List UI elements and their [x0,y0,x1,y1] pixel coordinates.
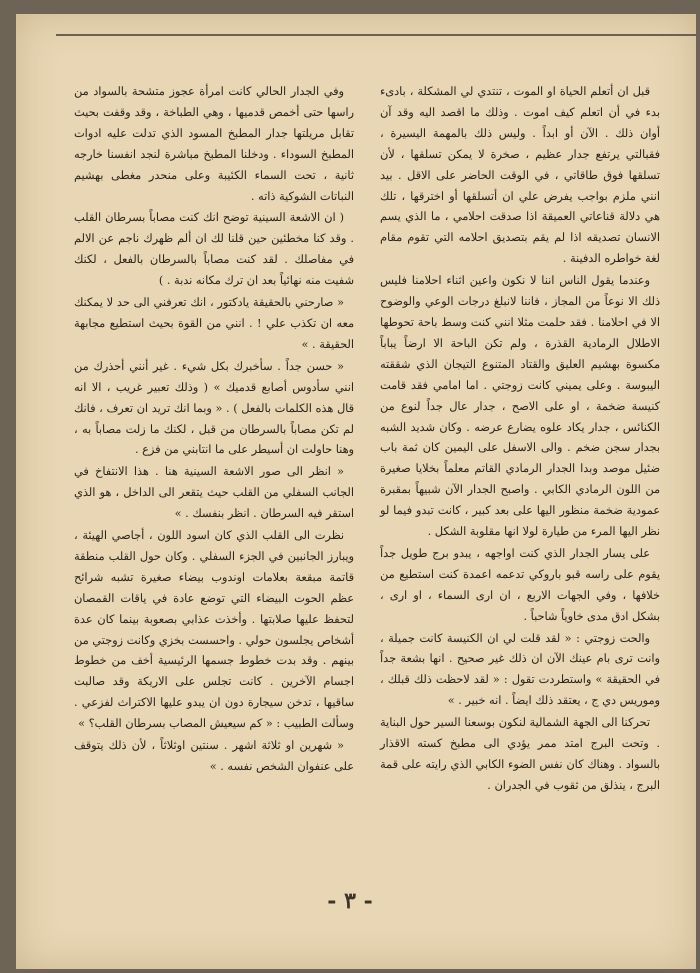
paragraph: قبل ان أتعلم الحياة او الموت ، تنتدي لي المشكلة ، بادىء بدء في أن اتعلم كيف اموت . وذلك ما اقصد اليه وقد آن أوان ذلك . الآن أو ابداً . وليس ذلك بالمهمة اليسيرة ، فقبالتي يرتفع جدار عظيم ، صخرة لا يمكن تسلقها ، لأن تسلقها فوق طاقاتي ، في الوقت الحاضر على الاقل . بيد انني ملزم بواجب يفرض علي ان أتسلقها أو اخترقها ، تلك هي دلالة قناعاتي العميقة اذا صدقت احلامي ، ما الذي يسم الانسان تصديقه اذا لم يقم بتصديق احلامه التي تقوم مقام لغة خواطره الدفينة . [380,85,660,266]
paragraph: « انظر الى صور الاشعة السينية هنا . هذا الانتفاخ في الجانب السفلي من القلب حيث يتقعر الى الداخل ، هو الذي استقر فيه السرطان . انظر بنفسك . » [74,465,354,521]
paragraph: وعندما يقول الناس اننا لا نكون واعين اثناء احلامنا فليس ذلك الا نوعاً من المجاز ، فاننا لانبلغ درجات الوعي والوضوح الا في احلامنا . فقد حلمت مثلا انني كنت وسط باحة تحوطها الاطلال الرمادية القذرة ، ولم تكن الباحة الا ارضاً يباباً مكسوة بهشيم العليق والقتاد المتنوع التيجان الذي شققته اليبوسة . وعلى يميني كانت زوجتي . اما امامي فقد قامت كنيسة ضخمة ، او على الاصح ، جدار عال جداً لنوع من الكنائس ، جدار يكاد علوه يضارع عرضه . وكان شديد الشبه بجدار سجن ضخم . والى الاسفل على اليمين كان ثمة باب ضئيل موصد وبدا الجدار الرمادي القاتم معلماً بخلايا صغيرة من اللون الرمادي الكابي . واصبح الجدار الآن شبيهاً بمقبرة عمودية ضخمة منظور اليها على بعد كبير ، كانت تبدو فيما لو نظر اليها المرء من طيارة لولا انها مقلوبة الشكل . [380,274,660,539]
paragraph: نظرت الى القلب الذي كان اسود اللون ، أجاصي الهيئة ، ويبارز الجانبين في الجزء السفلي . وكان حول القلب منطقة قاتمة مبقعة بعلامات اوندوب بيضاء صغيرة تشبه شرائح عظم الحوت البيضاء التي توضع عادة في ياقات القمصان لتحفظ عليها صلابتها . وأخذت عذابي بصعوبة بينما كان عدة أشخاص يجلسون حولي . واحسست بخزي وكانت زوجتي من بينهم . وقد بدت خطوط جسمها الرئيسية أخف من خطوط اجسام الآخرين . كانت تجلس على الاريكة وقد صالبت ساقيها ، تدخن سيجارة دون ان يبدو عليها الاكتراث لفزعي . وسألت الطبيب : « كم سيعيش المصاب بسرطان القلب؟ » [74,529,354,731]
paragraph: والحت زوجتي : « لقد قلت لي ان الكنيسة كانت جميلة ، وانت ترى بام عينك الآن ان ذلك غير صحيح . انها بشعة جداً في الحقيقة » واستطردت تقول : « لقد لاحظت ذلك قبلك ، وموريس دي ج ، يعتقد ذلك ايضاً . انه خبير . » [380,631,660,708]
right-column [380,82,660,798]
top-rule [56,34,696,36]
paragraph: « حسن جداً . سأخبرك بكل شيء . غير أنني أحذرك من انني سأدوس أصابع قدميك » ( وذلك تعبير غريب ، الا انه قال هذه الكلمات بالفعل ) . « وبما انك تريد ان تعرف ، فانك لم تكن مصاباً بالسرطان من قبل ، لكنك ما زلت مصاباً به ، وهنا حاولت ان أسيطر على ما انتابني من فزع . [74,359,354,457]
paragraph: وفي الجدار الحالي كانت امرأة عجوز متشحة بالسواد من راسها حتى أخمص قدميها ، وهي الطباخة ، وقد وقفت بحيث تقابل مريلتها جدار المطبخ المسود الذي تدلت عليه ادوات المطبخ السوداء . ودخلنا المطبخ مباشرة لنجد انفسنا خارجه ثانية ، تحت السماء الكئيبة وعلى منحدر مغطى بهشيم النباتات الشوكية ذاته . [74,85,354,203]
paragraph: ( ان الاشعة السينية توضح انك كنت مصاباً بسرطان القلب . وقد كنا مخطئين حين قلنا لك ان ألم ظهرك ناجم عن الالم في مفاصلك . لقد كنت مصاباً بالسرطان بالفعل ، لكنك شفيت منه نهائياً بعد ان ترك مكانه ندبة . ) [74,211,354,288]
left-column [74,82,354,779]
paragraph: « صارحني بالحقيقة يادكتور ، انك تعرفني الى حد لا يمكنك معه ان تكذب علي ! . انني من القوة بحيث استطيع مجابهة الحقيقة . » [74,296,354,351]
page-number: - ٣ - [327,888,373,914]
paragraph: تحركنا الى الجهة الشمالية لنكون بوسعنا السير حول البناية . وتحت البرج امتد ممر يؤدي الى مطبخ كسته الاقذار بالسواد . وهناك كان نفس الضوء الكابي الذي رايته على قمة البرج ، ينذلق من ثقوب في الجدران . [380,716,660,792]
paragraph: على يسار الجدار الذي كنت اواجهه ، يبدو برج طويل جداً يقوم على راسه قبو باروكي تدعمه اعمدة كنت استطيع من خلافها ، وفي الجهات الاربع ، ان ارى السماء ، او ارى ، بشكل ادق مدى خاوياً شاحباً . [380,546,660,623]
paragraph: « شهرين او ثلاثة اشهر . سنتين اوثلاثاً ، لأن ذلك يتوقف على عنفوان الشخص نفسه . » [74,739,354,773]
